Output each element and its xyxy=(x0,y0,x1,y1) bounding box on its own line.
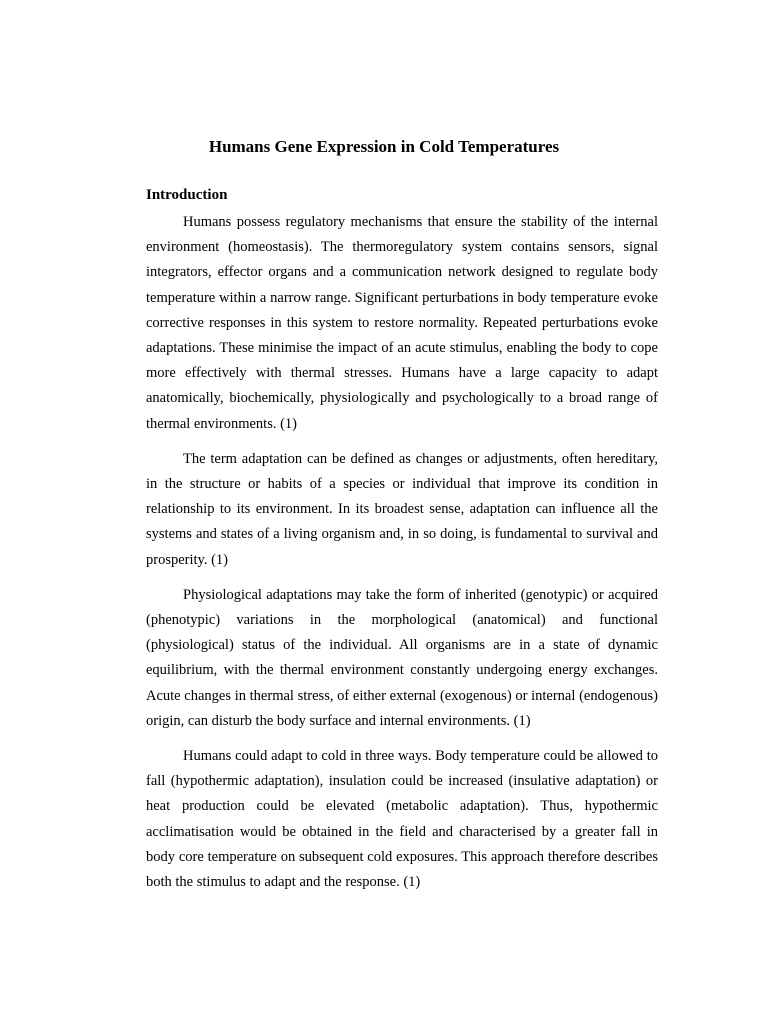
paragraph-1: Humans possess regulatory mechanisms that ensure the stability of the internal environment (homeostasis). The thermoregulatory system contains sensors, signal integrators, effector organs and a communication network designed to regulate body temperature within a narrow range. Significant perturbations in body temperature evoke corrective responses in this system to restore normality. Repeated perturbations evoke adaptations. These minimise the impact of an acute stimulus, enabling the body to cope more effectively with thermal stresses. Humans have a large capacity to adapt anatomically, biochemically, physiologically and psychologically to a broad range of thermal environments. (1) xyxy=(146,214,658,432)
paragraph-4: Humans could adapt to cold in three ways. Body temperature could be allowed to fall (hypothermic adaptation), insulation could be increased (insulative adaptation) or heat production could be elevated (metabolic adaptation). Thus, hypothermic acclimatisation would be obtained in the field and characterised by a greater fall in body core temperature on subsequent cold exposures. This approach therefore describes both the stimulus to adapt and the response. (1) xyxy=(146,748,658,891)
document-title: Humans Gene Expression in Cold Temperatures xyxy=(208,137,560,156)
paragraph-2: The term adaptation can be defined as changes or adjustments, often hereditary, in the structure or habits of a species or individual that improve its condition in relationship to its environment. In its broadest sense, adaptation can influence all the systems and states of a living organism and, in so doing, is fundamental to survival and prosperity. (1) xyxy=(146,450,658,568)
section-heading-introduction: Introduction xyxy=(146,187,228,203)
paragraph-3: Physiological adaptations may take the form of inherited (genotypic) or acquired (phenotypic) variations in the morphological (anatomical) and functional (physiological) status of the individual. All organisms are in a state of dynamic equilibrium, with the thermal environment constantly undergoing energy exchanges. Acute changes in thermal stress, of either external (exogenous) or internal (endogenous) origin, can disturb the body surface and internal environments. (1) xyxy=(146,586,658,729)
document-body xyxy=(146,210,658,905)
